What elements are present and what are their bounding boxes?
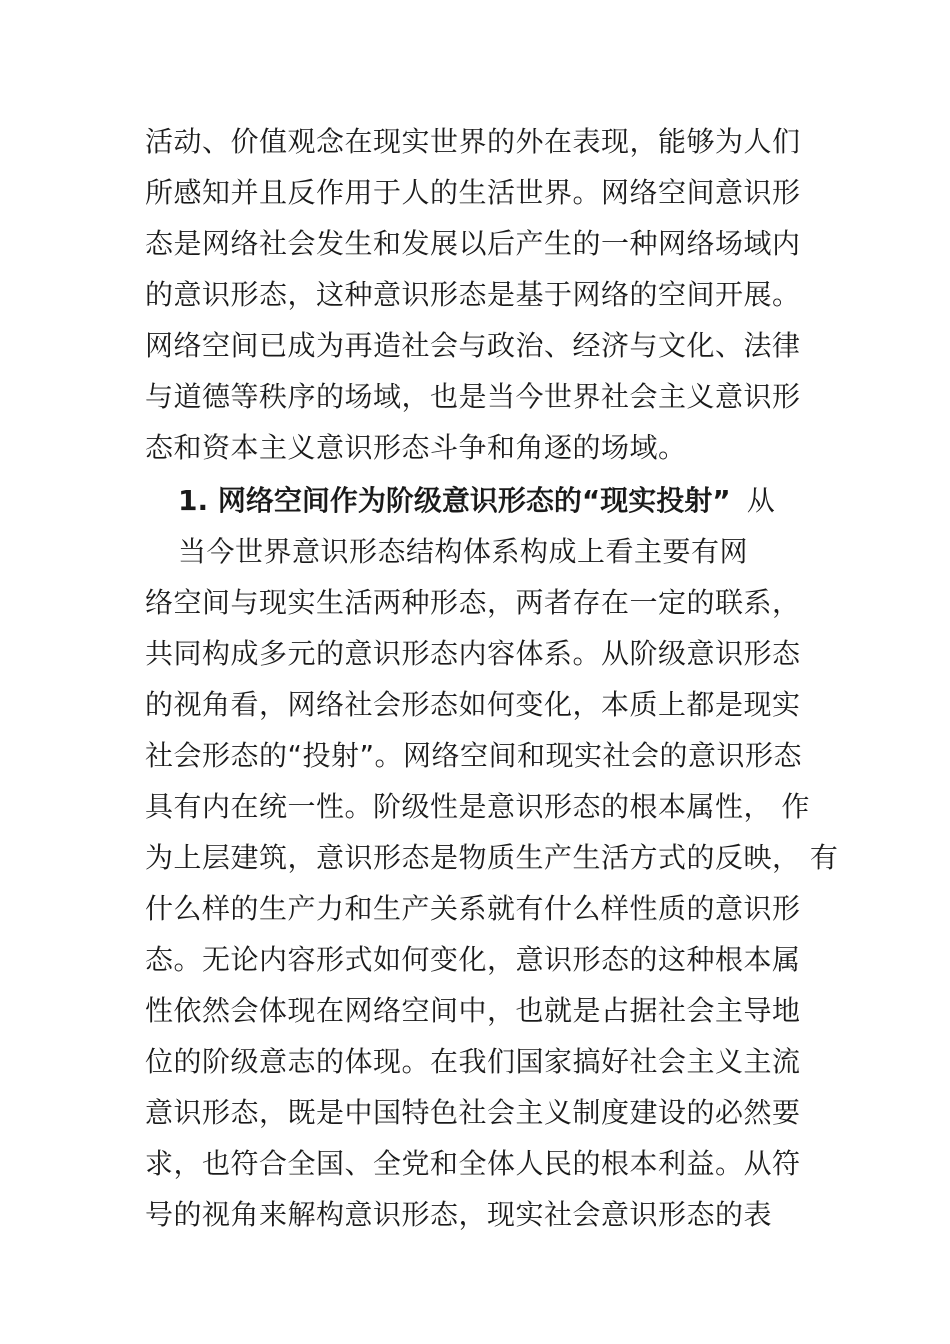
body-text-line: 共同构成多元的意识形态内容体系。从阶级意识形态 [145, 637, 801, 670]
body-text-line: 具有内在统一性。阶级性是意识形态的根本属性， 作 [145, 790, 810, 823]
body-text-line: 社会形态的“投射”。网络空间和现实社会的意识形态 [145, 739, 803, 772]
section-heading [178, 475, 828, 526]
body-text-line: 络空间与现实生活两种形态，两者存在一定的联系， [145, 586, 801, 619]
section-heading-tail: 从 [746, 484, 775, 517]
body-text-line: 的意识形态，这种意识形态是基于网络的空间开展。 [145, 278, 801, 311]
section-heading-title: 1. 网络空间作为阶级意识形态的“现实投射” [178, 484, 731, 517]
body-text-line: 位的阶级意志的体现。在我们国家搞好社会主义主流 [145, 1045, 801, 1078]
body-text-line: 态是网络社会发生和发展以后产生的一种网络场域内 [145, 227, 801, 260]
body-text-line: 活动、价值观念在现实世界的外在表现，能够为人们 [145, 125, 801, 158]
body-text-line: 网络空间已成为再造社会与政治、经济与文化、法律 [145, 329, 801, 362]
body-text-line: 意识形态，既是中国特色社会主义制度建设的必然要 [145, 1096, 801, 1129]
body-text-line: 与道德等秩序的场域，也是当今世界社会主义意识形 [145, 380, 801, 413]
body-text-line: 态。无论内容形式如何变化，意识形态的这种根本属 [145, 943, 801, 976]
body-text-line: 什么样的生产力和生产关系就有什么样性质的意识形 [145, 892, 801, 925]
body-text-line: 当今世界意识形态结构体系构成上看主要有网 [178, 535, 749, 568]
body-text-line: 的视角看，网络社会形态如何变化，本质上都是现实 [145, 688, 801, 721]
body-text-line: 为上层建筑，意识形态是物质生产生活方式的反映， 有 [145, 841, 839, 874]
body-text-line: 号的视角来解构意识形态，现实社会意识形态的表 [145, 1198, 773, 1231]
body-text-line: 态和资本主义意识形态斗争和角逐的场域。 [145, 431, 687, 464]
body-text-line: 求，也符合全国、全党和全体人民的根本利益。从符 [145, 1147, 801, 1180]
body-text-line: 性依然会体现在网络空间中，也就是占据社会主导地 [145, 994, 801, 1027]
body-text-line: 所感知并且反作用于人的生活世界。网络空间意识形 [145, 176, 801, 209]
